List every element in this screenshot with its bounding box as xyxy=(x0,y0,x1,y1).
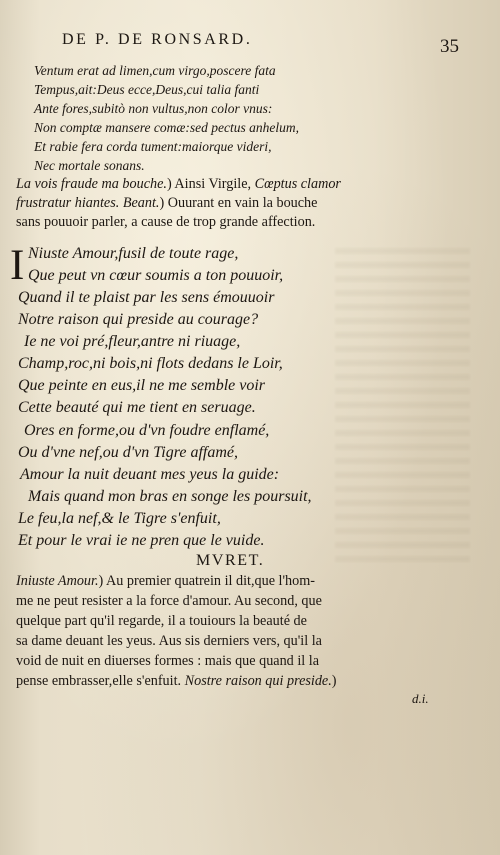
sonnet-line-7: Que peinte en eus,il ne me semble voir xyxy=(18,377,266,394)
commentary-2-line-3: quelque part qu'il regarde, il a touiours la beauté de xyxy=(16,613,307,629)
sonnet-line-12: Mais quand mon bras en songe les poursuit, xyxy=(28,488,312,505)
sonnet-line-11: Amour la nuit deuant mes yeus la guide: xyxy=(20,466,280,483)
sonnet-line-3: Quand il te plaist par les sens émouuoir xyxy=(18,289,275,306)
commentary-2-lemma: Iniuste Amour. xyxy=(16,573,99,589)
latin-quote-line-3: Ante fores,subitò non vultus,non color vnus: xyxy=(34,101,273,116)
sonnet-line-2: Que peut vn cœur soumis a ton pouuoir, xyxy=(28,267,284,284)
commentary-2-line-2: me ne peut resister a la force d'amour. Au second, que xyxy=(16,593,322,609)
latin-quote-line-1: Ventum erat ad limen,cum virgo,poscere fata xyxy=(34,63,276,78)
latin-quote-line-2: Tempus,ait:Deus ecce,Deus,cui talia fanti xyxy=(34,82,260,97)
sonnet-line-5: Ie ne voi pré,fleur,antre ni riuage, xyxy=(24,333,241,350)
commentary-2-text-6: pense embrasser,elle s'enfuit. xyxy=(16,673,182,689)
commentary-1-line-2 xyxy=(16,196,317,210)
commentary-1-quote-cont: frustratur hiantes. Beant. xyxy=(16,195,160,211)
bleed-through-texture xyxy=(335,240,470,570)
commentary-2-line-5: void de nuit en diuerses formes : mais que quand il la xyxy=(16,653,319,669)
sonnet-line-13: Le feu,la nef,& le Tigre s'enfuit, xyxy=(18,510,221,527)
commentary-1-quote: Cœptus clamor xyxy=(254,176,341,192)
sonnet-line-8: Cette beauté qui me tient en seruage. xyxy=(18,399,256,416)
sonnet-line-14: Et pour le vrai ie ne pren que le vuide. xyxy=(18,532,265,549)
commentary-2-text-1: ) Au premier quatrein il dit,que l'hom- xyxy=(98,573,315,589)
sonnet-drop-cap: I xyxy=(10,242,25,289)
sonnet-line-10: Ou d'vne nef,ou d'vn Tigre affamé, xyxy=(18,444,238,461)
sonnet-line-4: Notre raison qui preside au courage? xyxy=(18,311,259,328)
signature-mark: d.i. xyxy=(412,691,429,706)
running-title: DE P. DE RONSARD. xyxy=(62,31,253,48)
commentary-2-line-1 xyxy=(16,574,315,588)
latin-quote-line-6: Nec mortale sonans. xyxy=(34,158,145,173)
commentary-2-lemma-2: Nostre raison qui preside. xyxy=(184,673,332,689)
commentary-1-gloss: ) Ouurant en vain la bouche xyxy=(159,195,318,211)
latin-quote-line-5: Et rabie fera corda tument:maiorque videri, xyxy=(34,139,272,154)
page-number: 35 xyxy=(440,36,459,57)
commentary-1-line-3: sans pouuoir parler, a cause de trop grande affection. xyxy=(16,214,316,230)
commentary-2-close-paren: ) xyxy=(331,673,337,689)
commentary-heading: MVRET. xyxy=(196,552,265,569)
sonnet-line-9: Ores en forme,ou d'vn foudre enflamé, xyxy=(24,422,270,439)
commentary-2-line-4: sa dame deuant les yeus. Aus sis derniers vers, qu'il la xyxy=(16,633,322,649)
latin-quote-line-4: Non comptæ mansere comæ:sed pectus anhelum, xyxy=(34,120,299,135)
sonnet-line-1: Niuste Amour,fusil de toute rage, xyxy=(28,245,239,262)
commentary-1-line-1 xyxy=(16,177,341,191)
commentary-1-text: ) Ainsi Virgile, xyxy=(166,176,252,192)
commentary-2-line-6 xyxy=(16,674,337,688)
commentary-1-lemma: La vois fraude ma bouche. xyxy=(16,176,167,192)
sonnet-line-6: Champ,roc,ni bois,ni flots dedans le Loir, xyxy=(18,355,283,372)
